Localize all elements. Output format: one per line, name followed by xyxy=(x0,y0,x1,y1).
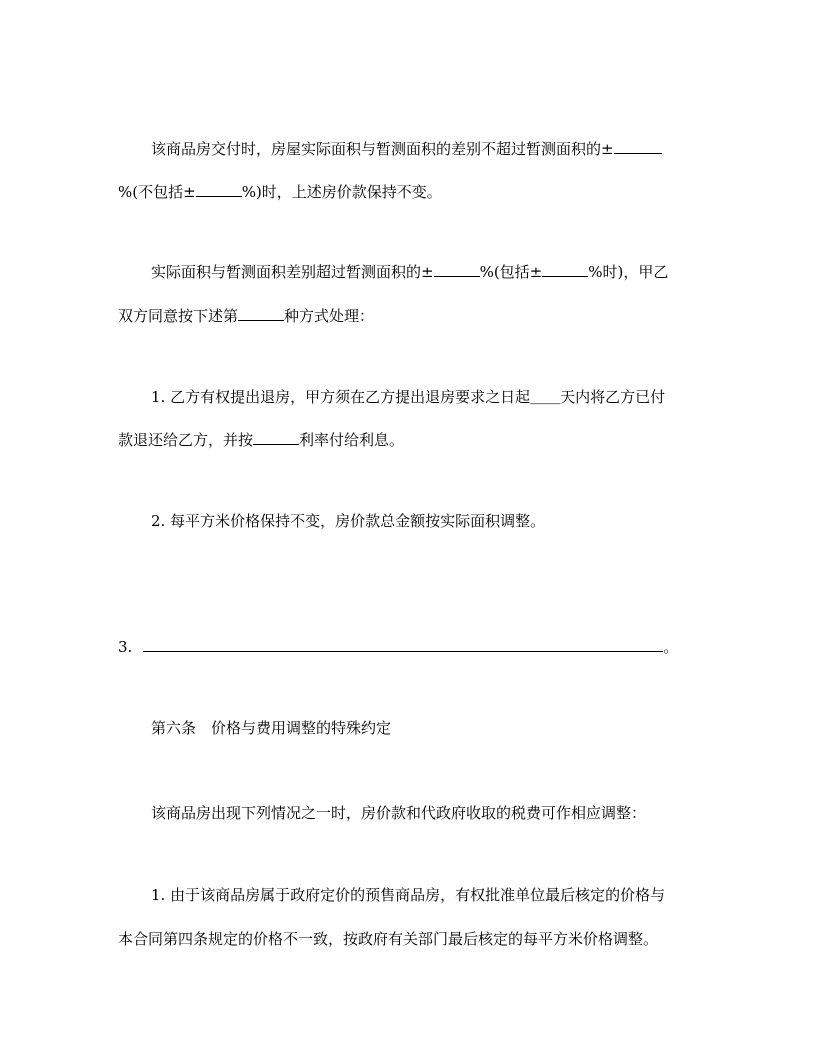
article6-intro-text: 该商品房出现下列情况之一时，房价款和代政府收取的税费可作相应调整： xyxy=(151,804,647,822)
article6-item1-line2 xyxy=(118,928,698,950)
article6-item1-line1-text: 1. 由于该商品房属于政府定价的预售商品房，有权批准单位最后核定的价格与 xyxy=(151,886,666,904)
p2-method-blank xyxy=(238,306,284,321)
p2-line1-c: %时)，甲乙 xyxy=(588,263,669,281)
item1-line2 xyxy=(118,429,698,451)
item2-text: 2. 每平方米价格保持不变，房价款总金额按实际面积调整。 xyxy=(151,512,546,530)
item3-number: 3. xyxy=(118,638,133,656)
item2-line xyxy=(151,510,698,532)
item1-line1-a: 1. 乙方有权提出退房，甲方须在乙方提出退房要求之日起 xyxy=(151,388,531,406)
item1-line2-b: 利率付给利息。 xyxy=(299,431,405,449)
article6-heading-text: 第六条 价格与费用调整的特殊约定 xyxy=(151,719,392,737)
p1-line1-text: 该商品房交付时，房屋实际面积与暂测面积的差别不超过暂测面积的± xyxy=(151,140,614,158)
item3-line xyxy=(118,636,698,658)
p1-line2-b: %)时，上述房价款保持不变。 xyxy=(241,183,442,201)
p2-line1-b: %(包括± xyxy=(479,263,543,281)
item1-days-blank: ＿＿ xyxy=(530,388,561,406)
item1-rate-blank xyxy=(253,430,299,445)
item3-end: 。 xyxy=(663,638,679,656)
item1-line1-b: 天内将乙方已付 xyxy=(560,388,666,406)
p2-line1 xyxy=(151,261,698,283)
p1-line1 xyxy=(151,138,698,160)
p2-line2 xyxy=(118,305,698,327)
p2-line2-a: 双方同意按下述第 xyxy=(118,307,239,325)
p2-line1-a: 实际面积与暂测面积差别超过暂测面积的± xyxy=(151,263,434,281)
p1-line2 xyxy=(118,181,698,203)
article6-item1-line1 xyxy=(151,884,698,906)
p1-line2-a: %(不包括± xyxy=(118,183,196,201)
article6-heading xyxy=(151,717,698,739)
p1-tolerance-blank xyxy=(614,139,662,154)
p2-inclusive-blank xyxy=(542,262,588,277)
article6-intro xyxy=(151,802,698,824)
p1-exclusive-blank xyxy=(196,182,242,197)
item3-fill-line xyxy=(143,637,663,652)
item1-line1 xyxy=(151,386,698,408)
article6-item1-line2-text: 本合同第四条规定的价格不一致，按政府有关部门最后核定的每平方米价格调整。 xyxy=(118,930,659,948)
p2-exceed-blank xyxy=(434,262,480,277)
p2-line2-b: 种方式处理： xyxy=(284,307,375,325)
item1-line2-a: 款退还给乙方，并按 xyxy=(118,431,254,449)
